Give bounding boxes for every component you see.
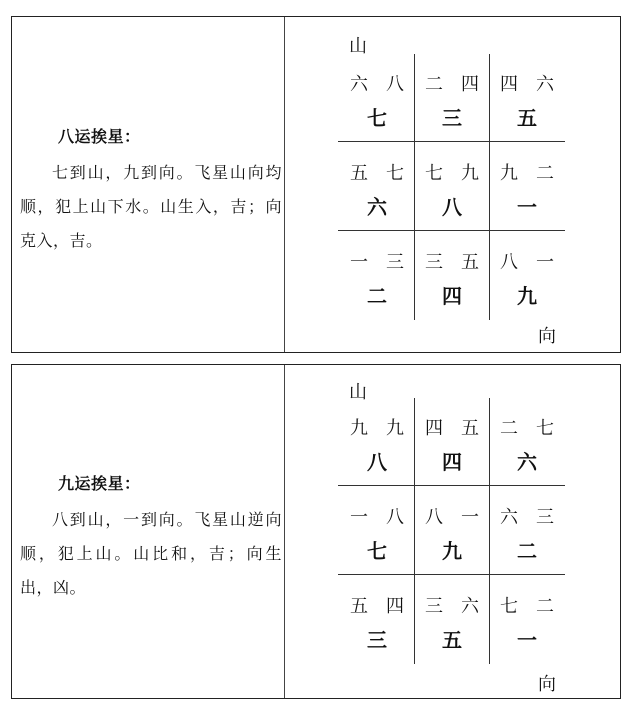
grid-cell [490,143,564,231]
panel-divider [284,365,285,698]
cell-stars: 六 八 [350,74,404,95]
cell-stars: 七 二 [500,596,554,617]
cell-stars: 二 四 [425,74,479,95]
cell-stars: 九 二 [500,163,554,184]
description-body: 七到山，九到向。飞星山向均顺，犯上山下水。山生入，吉；向克入，吉。 [20,163,282,250]
facing-label: 向 [538,674,556,695]
cell-stars: 三 六 [425,596,479,617]
cell-period-star: 六 [517,450,537,474]
cell-period-star: 二 [517,539,537,563]
panel-divider [284,17,285,352]
mountain-label: 山 [349,36,367,57]
description [20,120,282,258]
cell-stars: 九 九 [350,418,404,439]
grid-cell [415,576,489,664]
cell-period-star: 三 [367,628,387,652]
grid-cell [490,232,564,320]
description-body: 八到山，一到向。飞星山逆向顺，犯上山。山比和，吉；向生出，凶。 [20,510,282,597]
cell-period-star: 七 [367,106,387,130]
cell-period-star: 五 [517,106,537,130]
cell-period-star: 四 [442,450,462,474]
cell-stars: 四 五 [425,418,479,439]
grid-cell [340,398,414,486]
grid-cell [490,487,564,575]
grid-cell [415,143,489,231]
grid-cell [340,576,414,664]
description [20,467,282,605]
cell-stars: 七 九 [425,163,479,184]
grid-cell [340,487,414,575]
cell-period-star: 五 [442,628,462,652]
grid-cell [340,54,414,142]
cell-period-star: 二 [367,284,387,308]
grid-cell [490,398,564,486]
flying-star-grid [338,398,565,664]
cell-stars: 六 三 [500,507,554,528]
grid-cell [490,576,564,664]
grid-cell [340,232,414,320]
cell-period-star: 六 [367,195,387,219]
description-title: 九运挨星： [58,474,141,493]
description-title: 八运挨星： [58,127,141,146]
cell-stars: 二 七 [500,418,554,439]
cell-stars: 三 五 [425,252,479,273]
cell-period-star: 四 [442,284,462,308]
cell-period-star: 一 [517,628,537,652]
cell-period-star: 三 [442,106,462,130]
cell-stars: 八 一 [500,252,554,273]
mountain-label: 山 [349,382,367,403]
grid-cell [415,398,489,486]
cell-period-star: 七 [367,539,387,563]
panel-ninth-period [11,364,621,699]
flying-star-grid [338,54,565,320]
cell-period-star: 九 [517,284,537,308]
cell-stars: 五 七 [350,163,404,184]
cell-period-star: 八 [367,450,387,474]
cell-period-star: 八 [442,195,462,219]
grid-cell [415,487,489,575]
cell-stars: 一 八 [350,507,404,528]
panel-eighth-period [11,16,621,353]
facing-label: 向 [538,326,556,347]
cell-stars: 一 三 [350,252,404,273]
grid-cell [415,54,489,142]
grid-cell [340,143,414,231]
cell-period-star: 九 [442,539,462,563]
cell-stars: 四 六 [500,74,554,95]
cell-period-star: 一 [517,195,537,219]
grid-cell [415,232,489,320]
cell-stars: 五 四 [350,596,404,617]
cell-stars: 八 一 [425,507,479,528]
grid-cell [490,54,564,142]
